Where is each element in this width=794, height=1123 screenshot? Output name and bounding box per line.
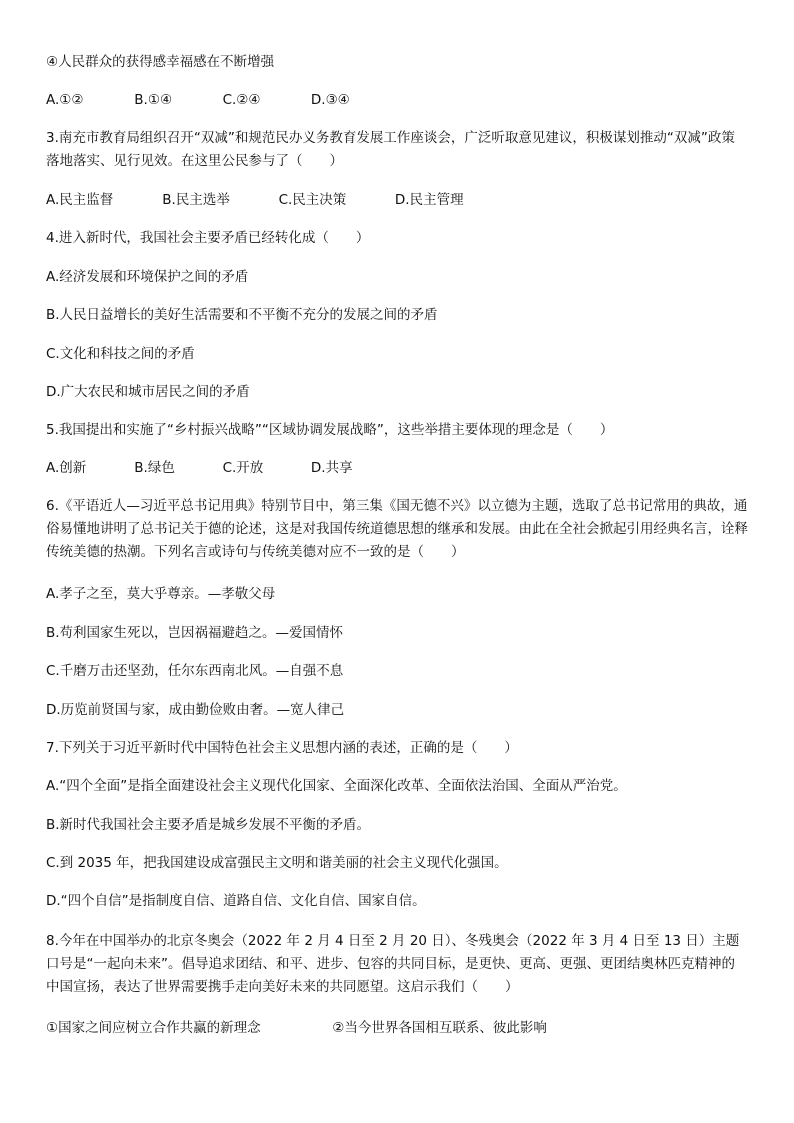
- q8-item-1: ①国家之间应树立合作共赢的新理念: [46, 1020, 261, 1036]
- q7-option-a: A.“四个全面”是指全面建设社会主义现代化国家、全面深化改革、全面依法治国、全面从严治党。: [46, 778, 627, 794]
- q2-option-c: C.②④: [222, 92, 261, 108]
- q4-option-d: D.广大农民和城市居民之间的矛盾: [46, 384, 250, 400]
- q7-option-b: B.新时代我国社会主要矛盾是城乡发展不平衡的矛盾。: [46, 817, 371, 833]
- q6-option-b: B.苟利国家生死以，岂因祸福避趋之。—爱国情怀: [46, 625, 344, 641]
- q2-options: [46, 90, 748, 110]
- q2-option-d: D.③④: [310, 92, 350, 108]
- q3-option-c: C.民主决策: [278, 192, 347, 208]
- q3-option-d: D.民主管理: [394, 192, 464, 208]
- q5-options: [46, 458, 748, 478]
- q6-stem: 6.《平语近人—习近平总书记用典》特别节目中，第三集《国无德不兴》以立德为主题，选取了总书记常用的典故，通俗易懂地讲明了总书记关于德的论述，这是对我国传统道德思想的继承和发展。由此在全社会掀起引用经典名言，诠释传统美德的热潮。下列名言或诗句与传统美德对应不一致的是（ ）: [46, 498, 748, 560]
- q5-option-d: D.共享: [310, 460, 353, 476]
- q7-stem: 7.下列关于习近平新时代中国特色社会主义思想内涵的表述，正确的是（ ）: [46, 740, 518, 756]
- q7-option-d: D.“四个自信”是指制度自信、道路自信、文化自信、国家自信。: [46, 893, 426, 909]
- q4-option-a: A.经济发展和环境保护之间的矛盾: [46, 269, 249, 285]
- q7-option-c: C.到 2035 年，把我国建设成富强民主文明和谐美丽的社会主义现代化强国。: [46, 855, 508, 871]
- q4-stem: 4.进入新时代，我国社会主要矛盾已经转化成（ ）: [46, 230, 370, 246]
- q8-stem: 8.今年在中国举办的北京冬奥会（2022 年 2 月 4 日至 2 月 20 日）、冬残奥会（2022 年 3 月 4 日至 13 日）主题口号是“一起向未来”。倡导追求团结、和平、进步、包容的共同目标，是更快、更高、更强、更团结奥林匹克精神的中国宣扬，表达了世界需要携手走向美好未来的共同愿望。这启示我们（ ）: [46, 933, 740, 995]
- q6-option-c: C.千磨万击还坚劲，任尔东西南北风。—自强不息: [46, 663, 344, 679]
- q5-option-a: A.创新: [46, 460, 87, 476]
- q6-option-d: D.历览前贤国与家，成由勤俭败由奢。—宽人律己: [46, 702, 345, 718]
- q5-option-b: B.绿色: [134, 460, 175, 476]
- q8-items: [46, 1018, 748, 1038]
- q3-option-a: A.民主监督: [46, 192, 114, 208]
- q5-stem: 5.我国提出和实施了“乡村振兴战略”“区域协调发展战略”，这些举措主要体现的理念是（ ）: [46, 422, 614, 438]
- q2-item-4: ④人民群众的获得感幸福感在不断增强: [46, 54, 275, 70]
- q4-option-b: B.人民日益增长的美好生活需要和不平衡不充分的发展之间的矛盾: [46, 307, 438, 323]
- q3-stem: 3.南充市教育局组织召开“双减”和规范民办义务教育发展工作座谈会，广泛听取意见建议，积极谋划推动“双减”政策落地落实、见行见效。在这里公民参与了（ ）: [46, 130, 735, 169]
- q2-option-a: A.①②: [46, 92, 84, 108]
- q5-option-c: C.开放: [222, 460, 264, 476]
- q6-option-a: A.孝子之至，莫大乎尊亲。—孝敬父母: [46, 586, 276, 602]
- q3-options: [46, 190, 748, 210]
- q4-option-c: C.文化和科技之间的矛盾: [46, 346, 195, 362]
- q2-option-b: B.①④: [134, 92, 173, 108]
- q8-item-2: ②当今世界各国相互联系、彼此影响: [332, 1020, 547, 1036]
- q3-option-b: B.民主选举: [162, 192, 230, 208]
